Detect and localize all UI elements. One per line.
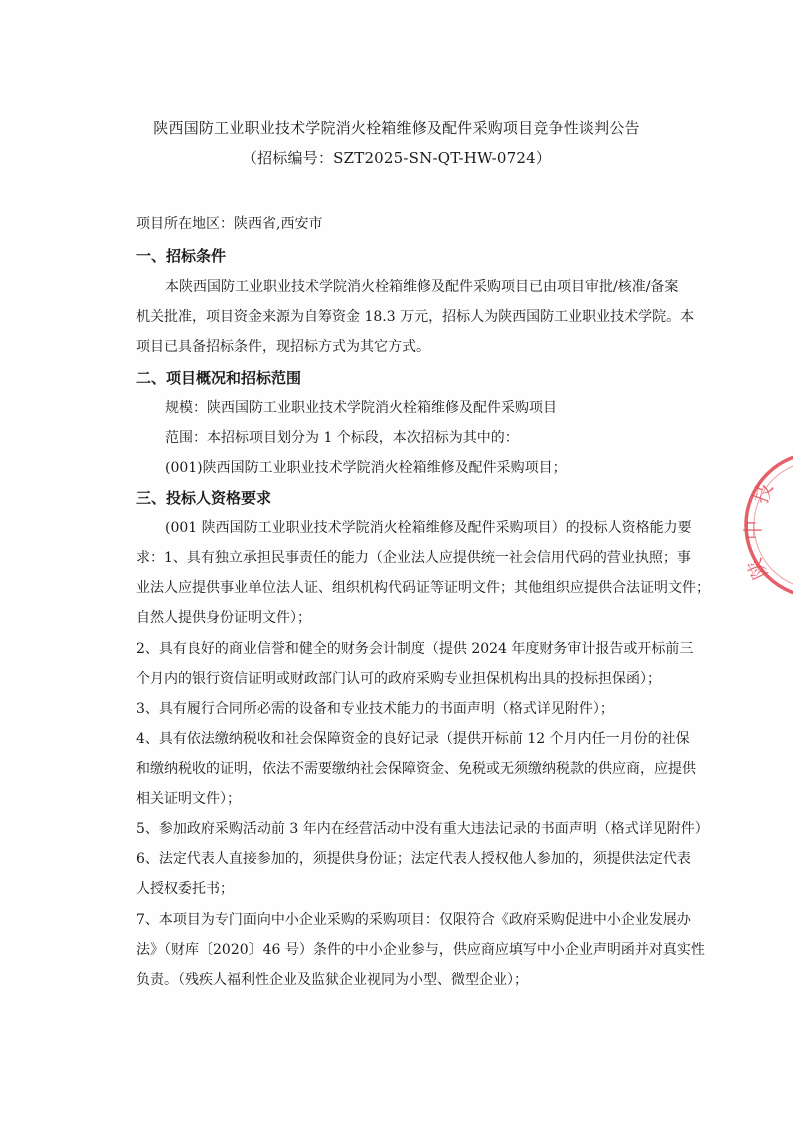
paragraph-line: 项目已具备招标条件，现招标方式为其它方式。	[136, 339, 430, 355]
project-location: 项目所在地区：陕西省,西安市	[136, 216, 323, 232]
paragraph-line: 范围：本招标项目划分为 1 个标段，本次招标为其中的：	[165, 430, 519, 446]
paragraph-line: 求：1、具有独立承担民事责任的能力（企业法人应提供统一社会信用代码的营业执照；事	[136, 550, 691, 566]
paragraph-line: 负责。（残疾人福利性企业及监狱企业视同为小型、微型企业）；	[136, 972, 528, 988]
paragraph-line: 本陕西国防工业职业技术学院消火栓箱维修及配件采购项目已由项目审批/核准/备案	[165, 279, 679, 295]
section-heading-2: 二、项目概况和招标范围	[136, 369, 302, 387]
paragraph-line: 相关证明文件）；	[136, 791, 241, 807]
paragraph-line: (001)陕西国防工业职业技术学院消火栓箱维修及配件采购项目；	[165, 460, 567, 476]
paragraph-line: 5、参加政府采购活动前 3 年内在经营活动中没有重大违法记录的书面声明（格式详见附件）	[136, 821, 709, 837]
svg-text:陕: 陕	[742, 554, 773, 584]
paragraph-line: 个月内的银行资信证明或财政部门认可的政府采购专业担保机构出具的投标担保函）；	[136, 671, 661, 687]
paragraph-line: 业法人应提供事业单位法人证、组织机构代码证等证明文件；其他组织应提供合法证明文件；	[136, 580, 710, 596]
paragraph-line: 人授权委托书；	[136, 881, 234, 897]
paragraph-line: (001 陕西国防工业职业技术学院消火栓箱维修及配件采购项目）的投标人资格能力要	[165, 520, 692, 536]
official-seal-stamp	[738, 440, 793, 610]
paragraph-line: 3、具有履行合同所必需的设备和专业技术能力的书面声明（格式详见附件）；	[136, 701, 614, 717]
paragraph-line: 4、具有依法缴纳税收和社会保障资金的良好记录（提供开标前 12 个月内任一月份的社保	[136, 731, 690, 747]
paragraph-line: 机关批准，项目资金来源为自筹资金 18.3 万元，招标人为陕西国防工业职业技术学院。本	[136, 309, 695, 325]
paragraph-line: 法》（财库〔2020〕46 号）条件的中小企业参与，供应商应填写中小企业声明函并对真实性	[136, 942, 705, 958]
svg-text:技: 技	[748, 479, 778, 507]
bid-number: （招标编号：SZT2025-SN-QT-HW-0724）	[241, 149, 552, 167]
paragraph-line: 6、法定代表人直接参加的，须提供身份证；法定代表人授权他人参加的，须提供法定代表	[136, 851, 691, 867]
paragraph-line: 规模：陕西国防工业职业技术学院消火栓箱维修及配件采购项目	[165, 400, 557, 416]
svg-text:中: 中	[741, 520, 765, 540]
paragraph-line: 2、具有良好的商业信誉和健全的财务会计制度（提供 2024 年度财务审计报告或开标前三	[136, 641, 694, 657]
paragraph-line: 7、本项目为专门面向中小企业采购的采购项目：仅限符合《政府采购促进中小企业发展办	[136, 912, 691, 928]
section-heading-3: 三、投标人资格要求	[136, 489, 272, 507]
document-title: 陕西国防工业职业技术学院消火栓箱维修及配件采购项目竞争性谈判公告	[153, 119, 640, 137]
paragraph-line: 自然人提供身份证明文件）；	[136, 610, 311, 626]
section-heading-1: 一、招标条件	[136, 247, 227, 265]
paragraph-line: 和缴纳税收的证明，依法不需要缴纳社会保障资金、免税或无须缴纳税款的供应商，应提供	[136, 761, 696, 777]
